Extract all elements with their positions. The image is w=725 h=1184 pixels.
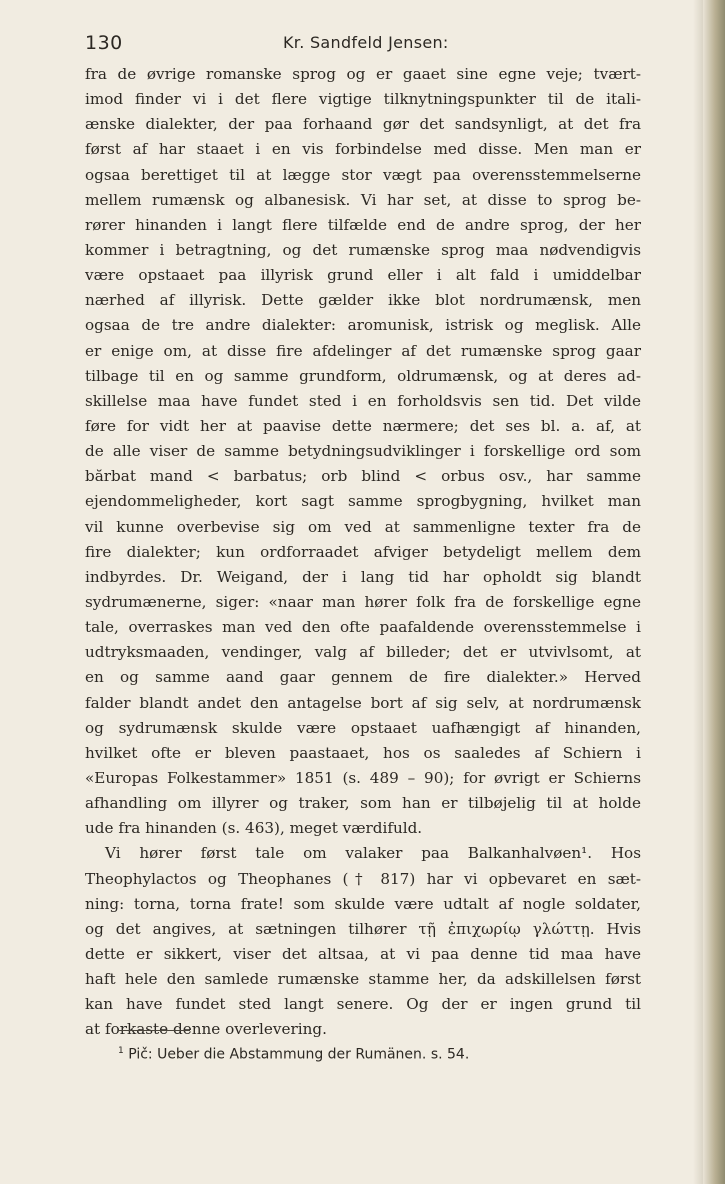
running-head: Kr. Sandfeld Jensen: [283, 33, 449, 52]
text-line: fra de øvrige romanske sprog og er gaaet sine egne veje; tvært- [85, 65, 641, 83]
text-line: ogsaa de tre andre dialekter: aromunisk, istrisk og meglisk. Alle [85, 316, 641, 335]
footnote-divider [118, 1030, 190, 1031]
text-line: føre for vidt her at paavise dette nærmere; det ses bl. a. af, at [85, 416, 641, 435]
text-line: haft hele den samlede rumænske stamme her, da adskillelsen først [85, 970, 641, 989]
footnote-text: Pič: Ueber die Abstammung der Rumänen. s. 54. [128, 1046, 470, 1063]
page-number: 130 [85, 32, 123, 54]
text-line: «Europas Folkestammer» 1851 (s. 489 – 90); for øvrigt er Schierns [85, 768, 641, 787]
text-line: afhandling om illyrer og traker, som han er tilbøjelig til at holde [85, 794, 641, 813]
text-line: er enige om, at disse fire afdelinger af det rumænske sprog gaar [85, 341, 641, 360]
text-line: en og samme aand gaar gennem de fire dialekter.» Herved [85, 668, 641, 687]
text-line: og det angives, at sætningen tilhører τῇ ἐπιχωρίῳ γλώττῃ. Hvis [85, 919, 641, 938]
text-line: falder blandt andet den antagelse bort af sig selv, at nordrumænsk [85, 693, 641, 712]
text-line: fire dialekter; kun ordforraadet afviger betydeligt mellem dem [85, 542, 641, 561]
text-line: bărbat mand < barbatus; orb blind < orbus osv., har samme [85, 467, 641, 486]
text-line: dette er sikkert, viser det altsaa, at vi paa denne tid maa have [85, 944, 641, 963]
text-line: først af har staaet i en vis forbindelse med disse. Men man er [85, 140, 641, 159]
text-line: vil kunne overbevise sig om ved at sammenligne texter fra de [85, 517, 641, 536]
footnote-marker: 1 [118, 1046, 124, 1056]
text-line: ænske dialekter, der paa forhaand gør det sandsynligt, at det fra [85, 115, 641, 134]
text-line: udtryksmaaden, vendinger, valg af billeder; det er utvivlsomt, at [85, 643, 641, 662]
footnote [118, 1046, 469, 1063]
text-line: ning: torna, torna frate! som skulde være udtalt af nogle soldater, [85, 894, 641, 913]
paragraph-start-line: Vi hører først tale om valaker paa Balkanhalvøen¹. Hos [105, 844, 641, 863]
text-line: tale, overraskes man ved den ofte paafaldende overensstemmelse i [85, 618, 641, 637]
text-line: skillelse maa have fundet sted i en forholdsvis sen tid. Det vilde [85, 391, 641, 410]
text-line: Theophylactos og Theophanes († 817) har vi opbevaret en sæt- [85, 869, 641, 888]
text-line: kommer i betragtning, og det rumænske sprog maa nødvendigvis [85, 240, 641, 259]
text-line: ogsaa berettiget til at lægge stor vægt paa overensstemmelserne [85, 165, 641, 184]
text-line: imod finder vi i det flere vigtige tilknytningspunkter til de itali- [85, 90, 641, 109]
text-line: mellem rumænsk og albanesisk. Vi har set, at disse to sprog be- [85, 190, 641, 209]
text-line: rører hinanden i langt flere tilfælde end de andre sprog, der her [85, 215, 641, 234]
page-edge [703, 0, 725, 1184]
text-line: nærhed af illyrisk. Dette gælder ikke blot nordrumænsk, men [85, 291, 641, 310]
paragraph-end-line: at forkaste denne overlevering. [85, 1020, 327, 1039]
text-line: de alle viser de samme betydningsudviklinger i forskellige ord som [85, 442, 641, 461]
text-line: tilbage til en og samme grundform, oldrumænsk, og at deres ad- [85, 366, 641, 385]
paragraph-end-line: ude fra hinanden (s. 463), meget værdifuld. [85, 819, 423, 838]
page-header [85, 32, 650, 56]
page-edge-shadow [693, 0, 703, 1184]
text-line: og sydrumænsk skulde være opstaaet uafhængigt af hinanden, [85, 718, 641, 737]
text-line: kan have fundet sted langt senere. Og der er ingen grund til [85, 995, 641, 1014]
text-line: hvilket ofte er bleven paastaaet, hos os saaledes af Schiern i [85, 743, 641, 762]
text-line: indbyrdes. Dr. Weigand, der i lang tid har opholdt sig blandt [85, 567, 641, 586]
text-line: sydrumænerne, siger: «naar man hører folk fra de forskellige egne [85, 592, 641, 611]
text-line: ejendommeligheder, kort sagt samme sprogbygning, hvilket man [85, 492, 641, 511]
body-text [85, 62, 641, 1042]
text-line: være opstaaet paa illyrisk grund eller i alt fald i umiddelbar [85, 266, 641, 285]
